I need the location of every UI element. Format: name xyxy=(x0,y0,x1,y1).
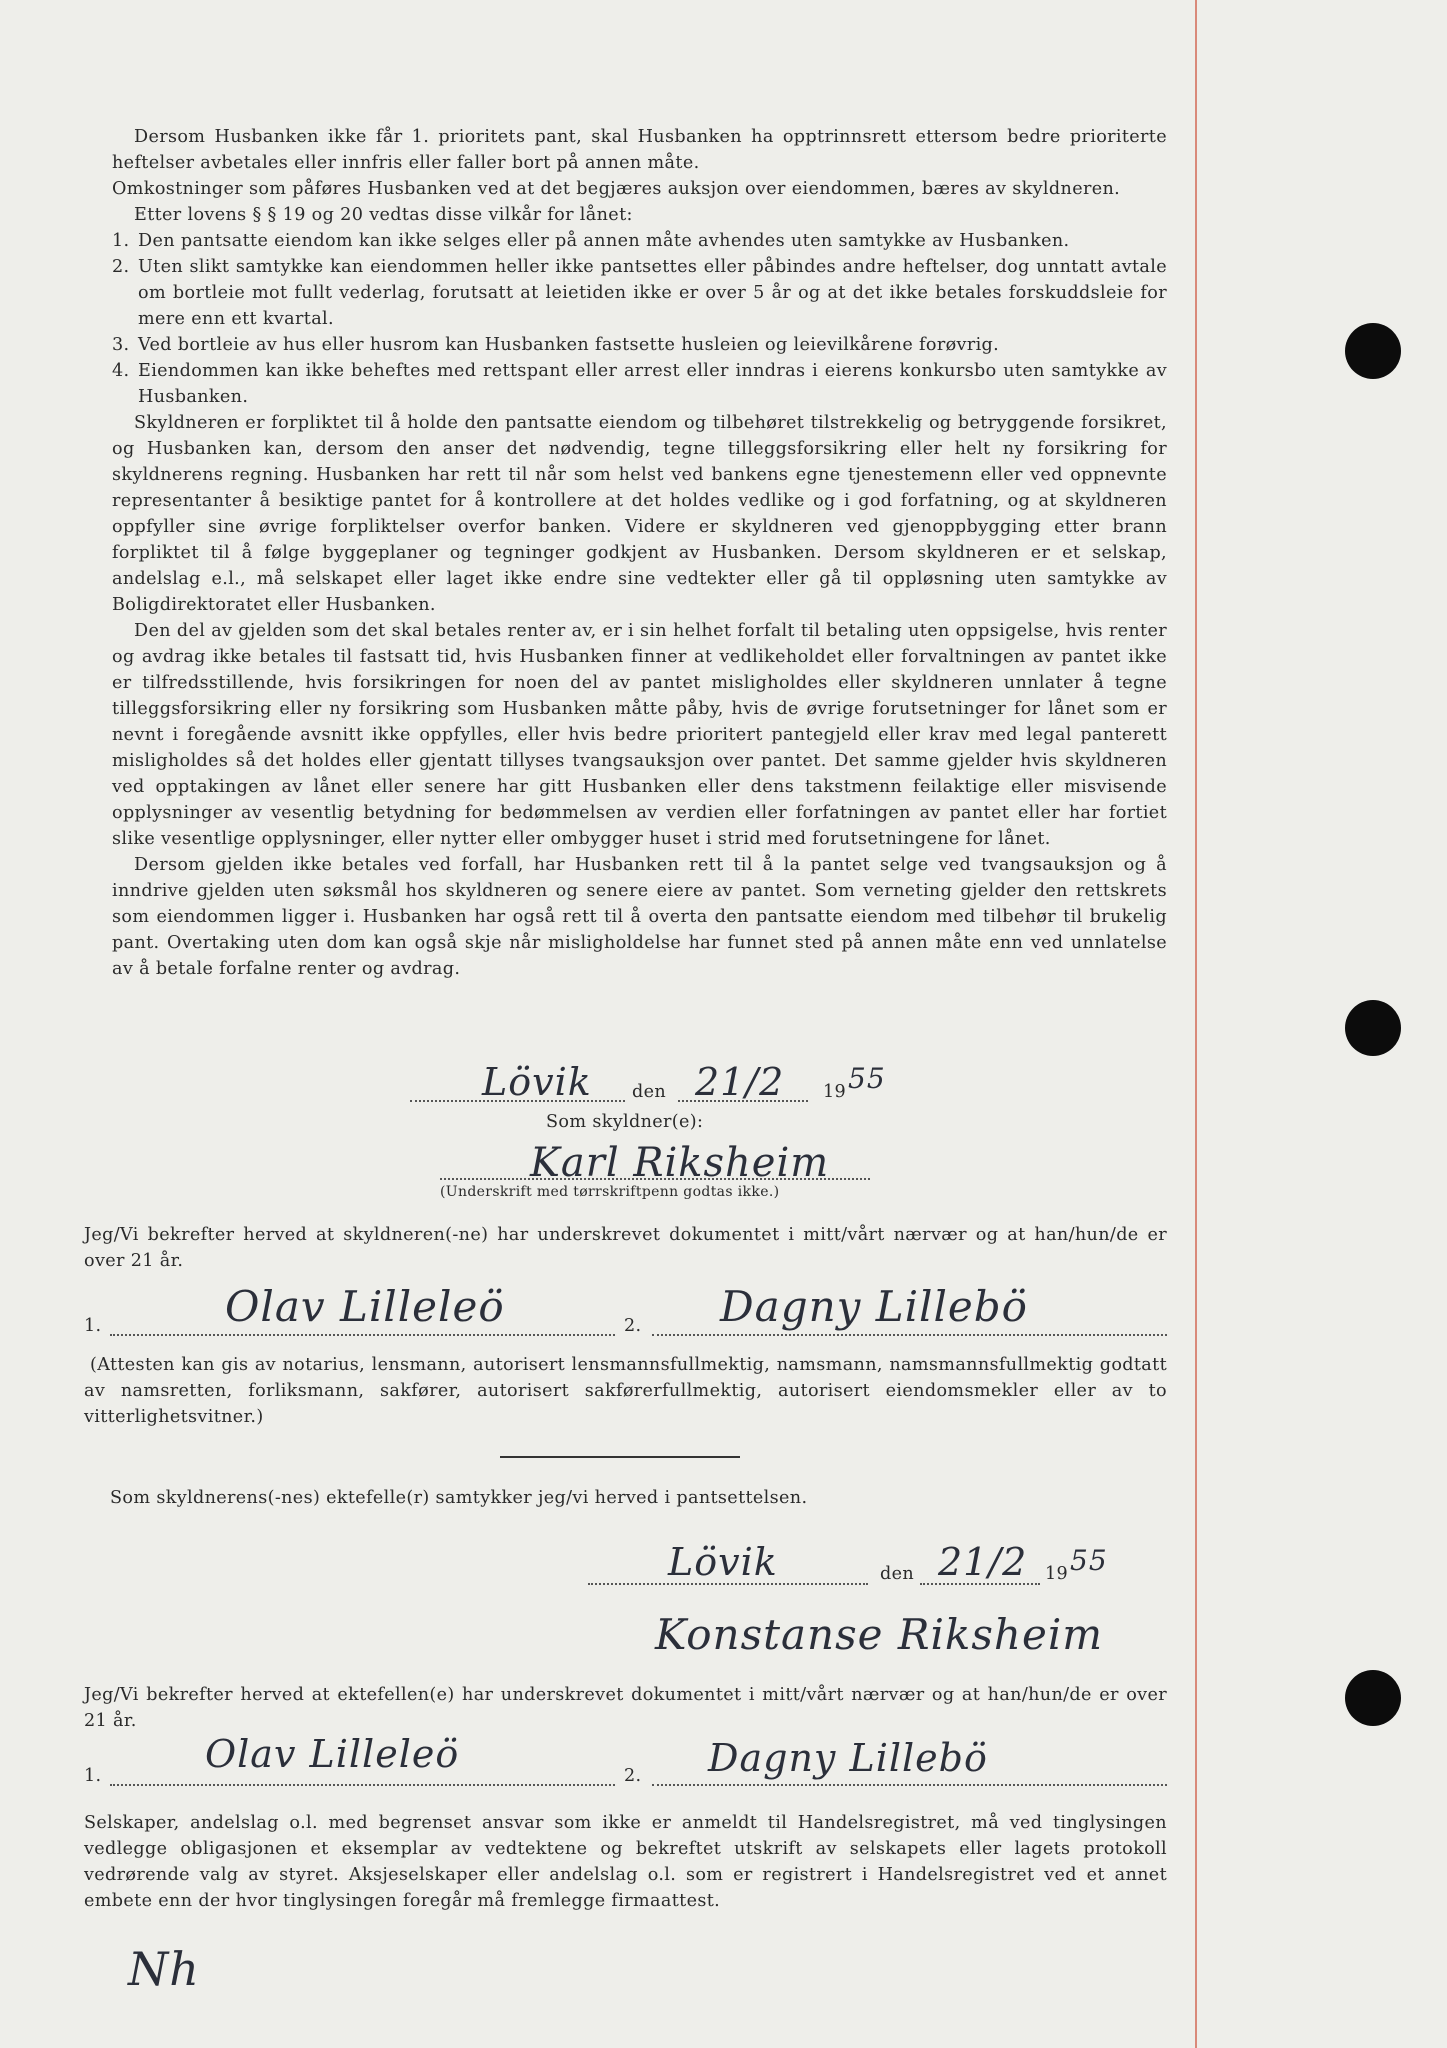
attestation-note: (Attesten kan gis av notarius, lensmann, autorisert lensmannsfullmektig, namsmann, namsmannsfullmektig godtatt av namsretten, forliksmann, sakfører, autorisert sakførerfullmektig, autorisert eiendomsmekler eller av to vitterlighetsvitner.) xyxy=(84,1355,1167,1427)
debtor-place: Lövik xyxy=(482,1060,592,1104)
punch-hole-top xyxy=(1345,323,1401,379)
loan-conditions xyxy=(112,124,1167,982)
spouse-witness-label-2: 2. xyxy=(624,1766,642,1786)
witness-signature-1: Olav Lilleleö xyxy=(225,1282,505,1331)
spouse-witness-statement: Jeg/Vi bekrefter herved at ektefellen(e) har underskrevet dokumentet i mitt/vårt nærvær og at han/hun/de er over 21 år. xyxy=(84,1685,1167,1731)
year-prefix: 19 xyxy=(823,1082,847,1102)
spouse-witness-signature-1: Olav Lilleleö xyxy=(205,1732,460,1776)
debtor-year: 55 xyxy=(848,1062,886,1095)
witness-label-2: 2. xyxy=(624,1316,642,1336)
spouse-consent: Som skyldnerens(-nes) ektefelle(r) samtykker jeg/vi herved i pantsettelsen. xyxy=(110,1488,808,1508)
signature-line xyxy=(440,1178,870,1180)
registration-footer: Selskaper, andelslag o.l. med begrenset ansvar som ikke er anmeldt til Handelsregistret, må ved tinglysingen vedlegge obligasjonen et eksemplar av vedtektene og bekreftet utskrift av selskapets eller lagets protokoll vedrørende valg av styret. Aksjeselskaper eller andelslag o.l. som er registrert i Handelsregistret ved et annet embete enn der hvor tinglysingen foregår må fremlegge firmaattest. xyxy=(84,1813,1167,1911)
condition-item: 2. Uten slikt samtykke kan eiendommen heller ikke pantsettes eller påbindes andre heftelser, dog unntatt avtale om bortleie mot fullt vederlag, forutsatt at leietiden ikke er over 5 år og at det ikke betales forskuddsleie for mere enn ett kvartal. xyxy=(112,257,1167,329)
witness-line-1 xyxy=(110,1334,615,1336)
insurance-paragraph: Skyldneren er forpliktet til å holde den pantsatte eiendom og tilbehøret tilstrekkelig og betryggende forsikret, og Husbanken kan, dersom den anser det nødvendig, tegne tilleggsforsikring eller helt ny forsikring for skyldnerens regning. Husbanken har rett til når som helst ved bankens egne tjenestemenn eller ved oppnevnte representanter å besiktige pantet for å kontrollere at det holdes vedlike og i god forfatning, og at skyldneren oppfyller sine øvrige forpliktelser overfor banken. Videre er skyldneren ved gjenoppbygging etter brann forpliktet til å følge byggeplaner og tegninger godkjent av Husbanken. Dersom skyldneren er et selskap, andelslag e.l., må selskapet eller laget ikke endre sine vedtekter eller gå til oppløsning uten samtykke av Boligdirektoratet eller Husbanken. xyxy=(112,413,1167,615)
witness-signature-2: Dagny Lillebö xyxy=(720,1282,1028,1331)
section-divider xyxy=(500,1456,740,1458)
spouse-year: 55 xyxy=(1070,1544,1108,1577)
debtor-role-label: Som skyldner(e): xyxy=(546,1112,704,1132)
conditions-intro: Etter lovens § § 19 og 20 vedtas disse vilkår for lånet: xyxy=(134,205,633,225)
spouse-witness-signature-2: Dagny Lillebö xyxy=(708,1736,988,1780)
initials: Nh xyxy=(128,1942,200,1996)
margin-line xyxy=(1195,0,1197,2048)
spouse-place: Lövik xyxy=(668,1540,778,1584)
witness-line-2 xyxy=(652,1334,1167,1336)
den-label: den xyxy=(632,1082,667,1102)
condition-item: 3. Ved bortleie av hus eller husrom kan Husbanken fastsette husleien og leievilkårene forøvrig. xyxy=(112,335,1000,355)
condition-item: 4. Eiendommen kan ikke beheftes med rettspant eller arrest eller inndras i eierens konkursbo uten samtykke av Husbanken. xyxy=(112,361,1167,407)
witness-statement: Jeg/Vi bekrefter herved at skyldneren(-ne) har underskrevet dokumentet i mitt/vårt nærvær og at han/hun/de er over 21 år. xyxy=(84,1225,1167,1271)
punch-hole-middle xyxy=(1345,1000,1401,1056)
spouse-witness-line-1 xyxy=(110,1784,615,1786)
priority-paragraph: Dersom Husbanken ikke får 1. prioritets pant, skal Husbanken ha opptrinnsrett ettersom bedre prioriterte heftelser avbetales eller innfris eller faller bort på annen måte. xyxy=(112,127,1167,173)
spouse-date: 21/2 xyxy=(938,1540,1028,1584)
spouse-witness-line-2 xyxy=(652,1784,1167,1786)
spouse-signature: Konstanse Riksheim xyxy=(655,1610,1104,1659)
spouse-year-prefix: 19 xyxy=(1045,1564,1069,1584)
spouse-den-label: den xyxy=(880,1564,915,1584)
witness-label-1: 1. xyxy=(84,1316,102,1336)
costs-paragraph: Omkostninger som påføres Husbanken ved at det begjæres auksjon over eiendommen, bæres av skyldneren. xyxy=(112,179,1121,199)
condition-item: 1. Den pantsatte eiendom kan ikke selges eller på annen måte avhendes uten samtykke av Husbanken. xyxy=(112,231,1070,251)
pen-note: (Underskrift med tørrskriftpenn godtas ikke.) xyxy=(440,1184,780,1200)
punch-hole-bottom xyxy=(1345,1670,1401,1726)
debtor-signature: Karl Riksheim xyxy=(530,1140,830,1186)
debtor-date: 21/2 xyxy=(695,1060,785,1104)
default-paragraph: Den del av gjelden som det skal betales renter av, er i sin helhet forfalt til betaling uten oppsigelse, hvis renter og avdrag ikke betales til fastsatt tid, hvis Husbanken finner at vedlikeholdet eller forvaltningen av pantet ikke er tilfredsstillende, hvis forsikringen for noen del av pantet misligholdes eller skyldneren unnlater å tegne tilleggsforsikring eller ny forsikring som Husbanken måtte påby, hvis de øvrige forutsetninger for lånet som er nevnt i foregående avsnitt ikke oppfylles, eller hvis bedre prioritert pantegjeld eller krav med legal panterett misligholdes så det holdes eller gjentatt tillyses tvangsauksjon over pantet. Det samme gjelder hvis skyldneren ved opptakingen av lånet eller senere har gitt Husbanken eller dens takstmenn feilaktige eller misvisende opplysninger av vesentlig betydning for bedømmelsen av verdien eller forfatningen av pantet eller har fortiet slike vesentlige opplysninger, eller nytter eller ombygger huset i strid med forutsetningene for lånet. xyxy=(112,621,1167,849)
spouse-witness-label-1: 1. xyxy=(84,1766,102,1786)
enforcement-paragraph: Dersom gjelden ikke betales ved forfall, har Husbanken rett til å la pantet selge ved tvangsauksjon og å inndrive gjelden uten søksmål hos skyldneren og senere eiere av pantet. Som verneting gjelder den rettskrets som eiendommen ligger i. Husbanken har også rett til å overta den pantsatte eiendom med tilbehør til brukelig pant. Overtaking uten dom kan også skje når misligholdelse har funnet sted på annen måte enn ved unnlatelse av å betale forfalne renter og avdrag. xyxy=(112,855,1167,979)
